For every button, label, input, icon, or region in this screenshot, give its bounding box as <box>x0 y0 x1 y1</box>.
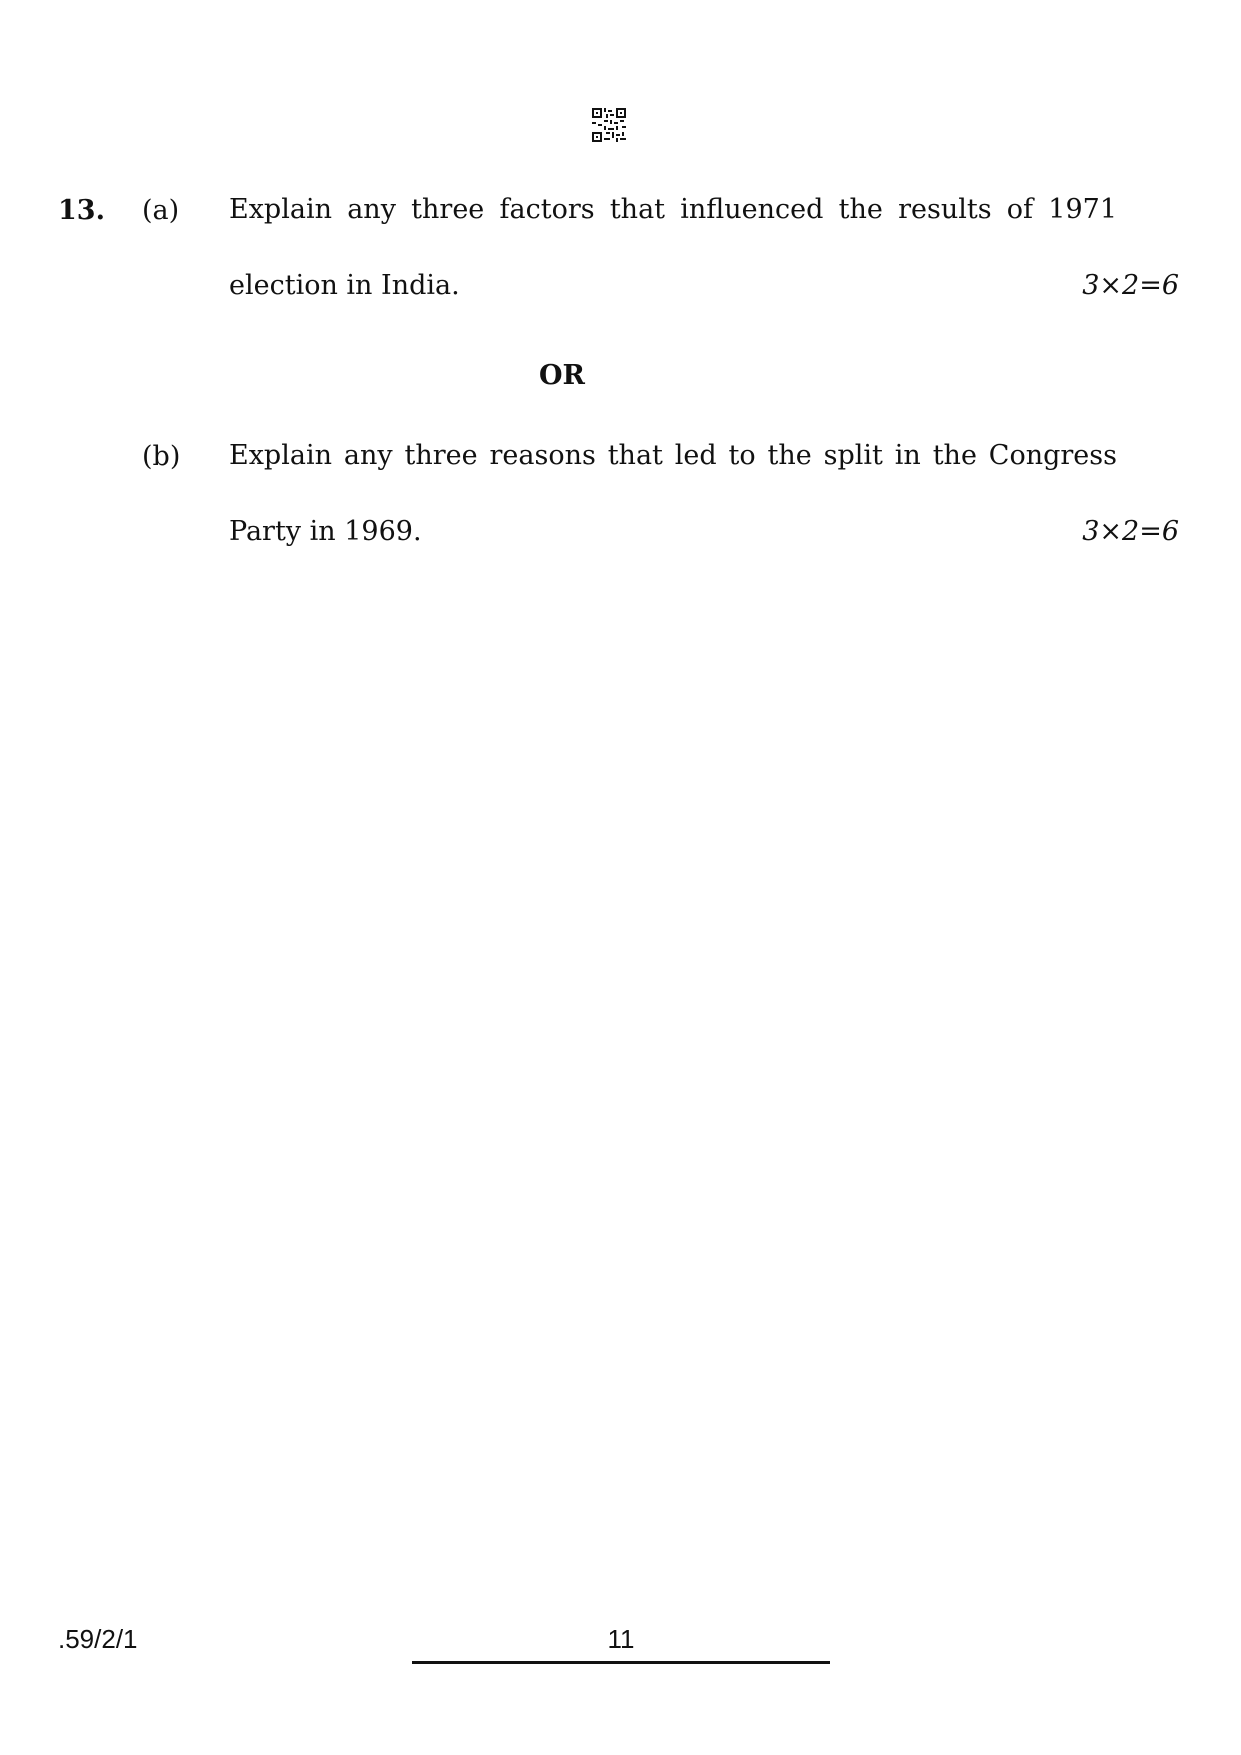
part-a-label: (a) <box>142 195 180 226</box>
part-b-label: (b) <box>142 441 181 472</box>
part-b-marks: 3×2=6 <box>1082 516 1179 547</box>
or-separator: OR <box>539 360 585 391</box>
part-a-text-line-2: election in India. <box>229 270 460 301</box>
part-b-text-line-2: Party in 1969. <box>229 516 422 547</box>
question-number: 13. <box>58 195 105 226</box>
footer-rule <box>412 1661 830 1664</box>
part-b-text-line-1: Explain any three reasons that led to the split in the Congress <box>229 440 1117 471</box>
page-number: 11 <box>607 1624 635 1654</box>
paper-code: .59/2/1 <box>58 1624 138 1654</box>
part-a-marks: 3×2=6 <box>1082 270 1179 301</box>
part-a-text-line-1: Explain any three factors that influenced the results of 1971 <box>229 194 1117 225</box>
qr-code-icon <box>592 108 626 142</box>
